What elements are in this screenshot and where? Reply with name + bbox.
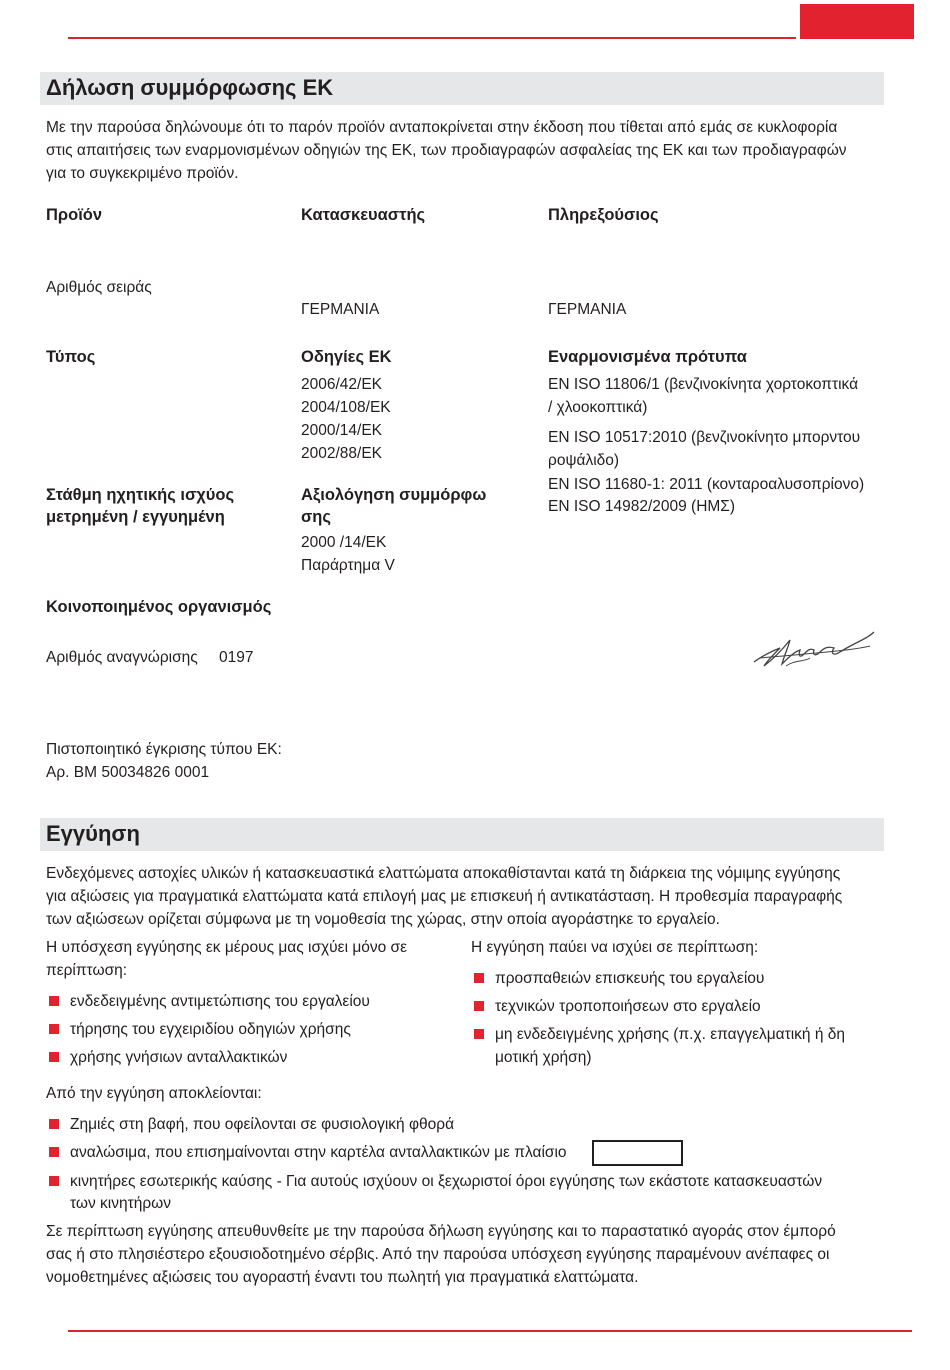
bullet-icon xyxy=(474,973,484,983)
conformity-label-1: Αξιολόγηση συμμόρφω xyxy=(301,486,487,504)
declaration-intro-2: στις απαιτήσεις των εναρμονισμένων οδηγιών της ΕΚ, των προδιαγραφών ασφαλείας της ΕΚ και των προδιαγραφών xyxy=(46,142,847,159)
valid-item: ενδεδειγμένης αντιμετώπισης του εργαλείου xyxy=(70,993,370,1010)
directive-item: 2006/42/ΕΚ xyxy=(301,376,383,393)
void-item: μη ενδεδειγμένης χρήσης (π.χ. επαγγελματική ή δη xyxy=(495,1026,846,1043)
valid-intro-2: περίπτωση: xyxy=(46,962,128,979)
manufacturer-label: Κατασκευαστής xyxy=(301,206,426,224)
notified-body-label: Κοινοποιημένος οργανισμός xyxy=(46,598,272,616)
excluded-item: Ζημιές στη βαφή, που οφείλονται σε φυσιολογική φθορά xyxy=(70,1116,455,1133)
certificate-line: Πιστοποιητικό έγκρισης τύπου ΕΚ: xyxy=(46,741,282,758)
standard-item: ροψάλιδο) xyxy=(548,452,620,469)
declaration-title: Δήλωση συμμόρφωσης ΕΚ xyxy=(46,75,334,100)
directives-label: Οδηγίες ΕΚ xyxy=(301,348,392,366)
conformity-value: Παράρτημα V xyxy=(301,557,395,574)
product-label: Προϊόν xyxy=(46,206,103,224)
directive-item: 2000/14/ΕΚ xyxy=(301,422,383,439)
excluded-intro: Από την εγγύηση αποκλείονται: xyxy=(46,1085,262,1102)
standard-item: / χλοοκοπτικά) xyxy=(548,399,648,416)
excluded-item: κινητήρες εσωτερικής καύσης - Για αυτούς ισχύουν οι ξεχωριστοί όροι εγγύησης των εκάστοτε κατασκευαστών xyxy=(70,1173,823,1190)
standard-item: EN ISO 11680-1: 2011 (κονταροαλυσοπρίονο) xyxy=(548,476,865,493)
warranty-intro-2: για αξιώσεις για πραγματικά ελαττώματα κατά επιλογή μας με επισκευή ή αντικατάσταση. Η προθεσμία παραγραφής xyxy=(46,888,843,905)
void-intro: Η εγγύηση παύει να ισχύει σε περίπτωση: xyxy=(471,939,759,956)
directive-item: 2002/88/ΕΚ xyxy=(301,445,383,462)
warranty-closing-2: σας ή στο πλησιέστερο εξουσιοδοτημένο σέρβις. Από την παρούσα υπόσχεση εγγύησης παραμένουν ανέπαφες οι xyxy=(46,1246,830,1263)
directive-item: 2004/108/ΕΚ xyxy=(301,399,391,416)
declaration-intro-1: Με την παρούσα δηλώνουμε ότι το παρόν προϊόν ανταποκρίνεται στην έκδοση που τίθεται από εμάς σε κυκλοφορία xyxy=(46,119,838,136)
top-corner-tab xyxy=(800,4,914,39)
bottom-rule xyxy=(68,1330,912,1332)
bullet-icon xyxy=(49,1119,59,1129)
excluded-item: αναλώσιμα, που επισημαίνονται στην καρτέλα ανταλλακτικών με πλαίσιο xyxy=(70,1144,567,1161)
identification-number: 0197 xyxy=(219,649,254,666)
declaration-intro-3: για το συγκεκριμένο προϊόν. xyxy=(46,165,239,182)
void-item-continued: μοτική χρήση) xyxy=(495,1049,592,1066)
bullet-icon xyxy=(49,1052,59,1062)
identification-label: Αριθμός αναγνώρισης xyxy=(46,649,198,666)
valid-item: χρήσης γνήσιων ανταλλακτικών xyxy=(70,1049,288,1066)
sound-label-1: Στάθμη ηχητικής ισχύος xyxy=(46,486,235,504)
standard-item: EN ISO 11806/1 (βενζινοκίνητα χορτοκοπτικά xyxy=(548,376,859,393)
warranty-title: Εγγύηση xyxy=(46,821,140,846)
standards-label: Εναρμονισμένα πρότυπα xyxy=(548,348,747,366)
standard-item: EN ISO 10517:2010 (βενζινοκίνητο μπορντου xyxy=(548,429,861,446)
bullet-icon xyxy=(49,1024,59,1034)
representative-label: Πληρεξούσιος xyxy=(548,206,659,224)
certificate-line: Αρ. BM 50034826 0001 xyxy=(46,764,210,781)
representative-country: ΓΕΡΜΑΝΙΑ xyxy=(548,301,627,318)
warranty-intro-1: Ενδεχόμενες αστοχίες υλικών ή κατασκευαστικά ελαττώματα αποκαθίστανται κατά τη διάρκεια της νόμιμης εγγύησης xyxy=(46,865,841,882)
sound-label-2: μετρημένη / εγγυημένη xyxy=(46,508,225,526)
valid-intro-1: Η υπόσχεση εγγύησης εκ μέρους μας ισχύει μόνο σε xyxy=(46,939,408,956)
manufacturer-country: ΓΕΡΜΑΝΙΑ xyxy=(301,301,380,318)
void-item: τεχνικών τροποποιήσεων στο εργαλείο xyxy=(495,998,761,1015)
serial-label: Αριθμός σειράς xyxy=(46,279,152,296)
bullet-icon xyxy=(49,1147,59,1157)
top-rule xyxy=(68,37,796,39)
warranty-closing-1: Σε περίπτωση εγγύησης απευθυνθείτε με την παρούσα δήλωση εγγύησης και το παραστατικό αγοράς στον έμπορό xyxy=(46,1223,836,1240)
conformity-value: 2000 /14/ΕΚ xyxy=(301,534,387,551)
bullet-icon xyxy=(474,1001,484,1011)
bullet-icon xyxy=(49,1176,59,1186)
signature xyxy=(750,626,880,671)
standard-item: EN ISO 14982/2009 (ΗΜΣ) xyxy=(548,498,736,515)
excluded-item-continued: των κινητήρων xyxy=(70,1195,172,1212)
bullet-icon xyxy=(474,1029,484,1039)
type-label: Τύπος xyxy=(46,348,96,366)
declaration-header xyxy=(40,72,884,105)
consumable-frame-box xyxy=(592,1140,683,1166)
void-item: προσπαθειών επισκευής του εργαλείου xyxy=(495,970,765,987)
conformity-label-2: σης xyxy=(301,508,331,526)
warranty-closing-3: νομοθετημένες αξιώσεις του αγοραστή έναντι του πωλητή για πραγματικά ελαττώματα. xyxy=(46,1269,639,1286)
valid-item: τήρησης του εγχειριδίου οδηγιών χρήσης xyxy=(70,1021,351,1038)
warranty-header xyxy=(40,818,884,851)
bullet-icon xyxy=(49,996,59,1006)
warranty-intro-3: των αξιώσεων ορίζεται σύμφωνα με τη νομοθεσία της χώρας, στην οποία αγοράστηκε το εργαλείο. xyxy=(46,911,720,928)
